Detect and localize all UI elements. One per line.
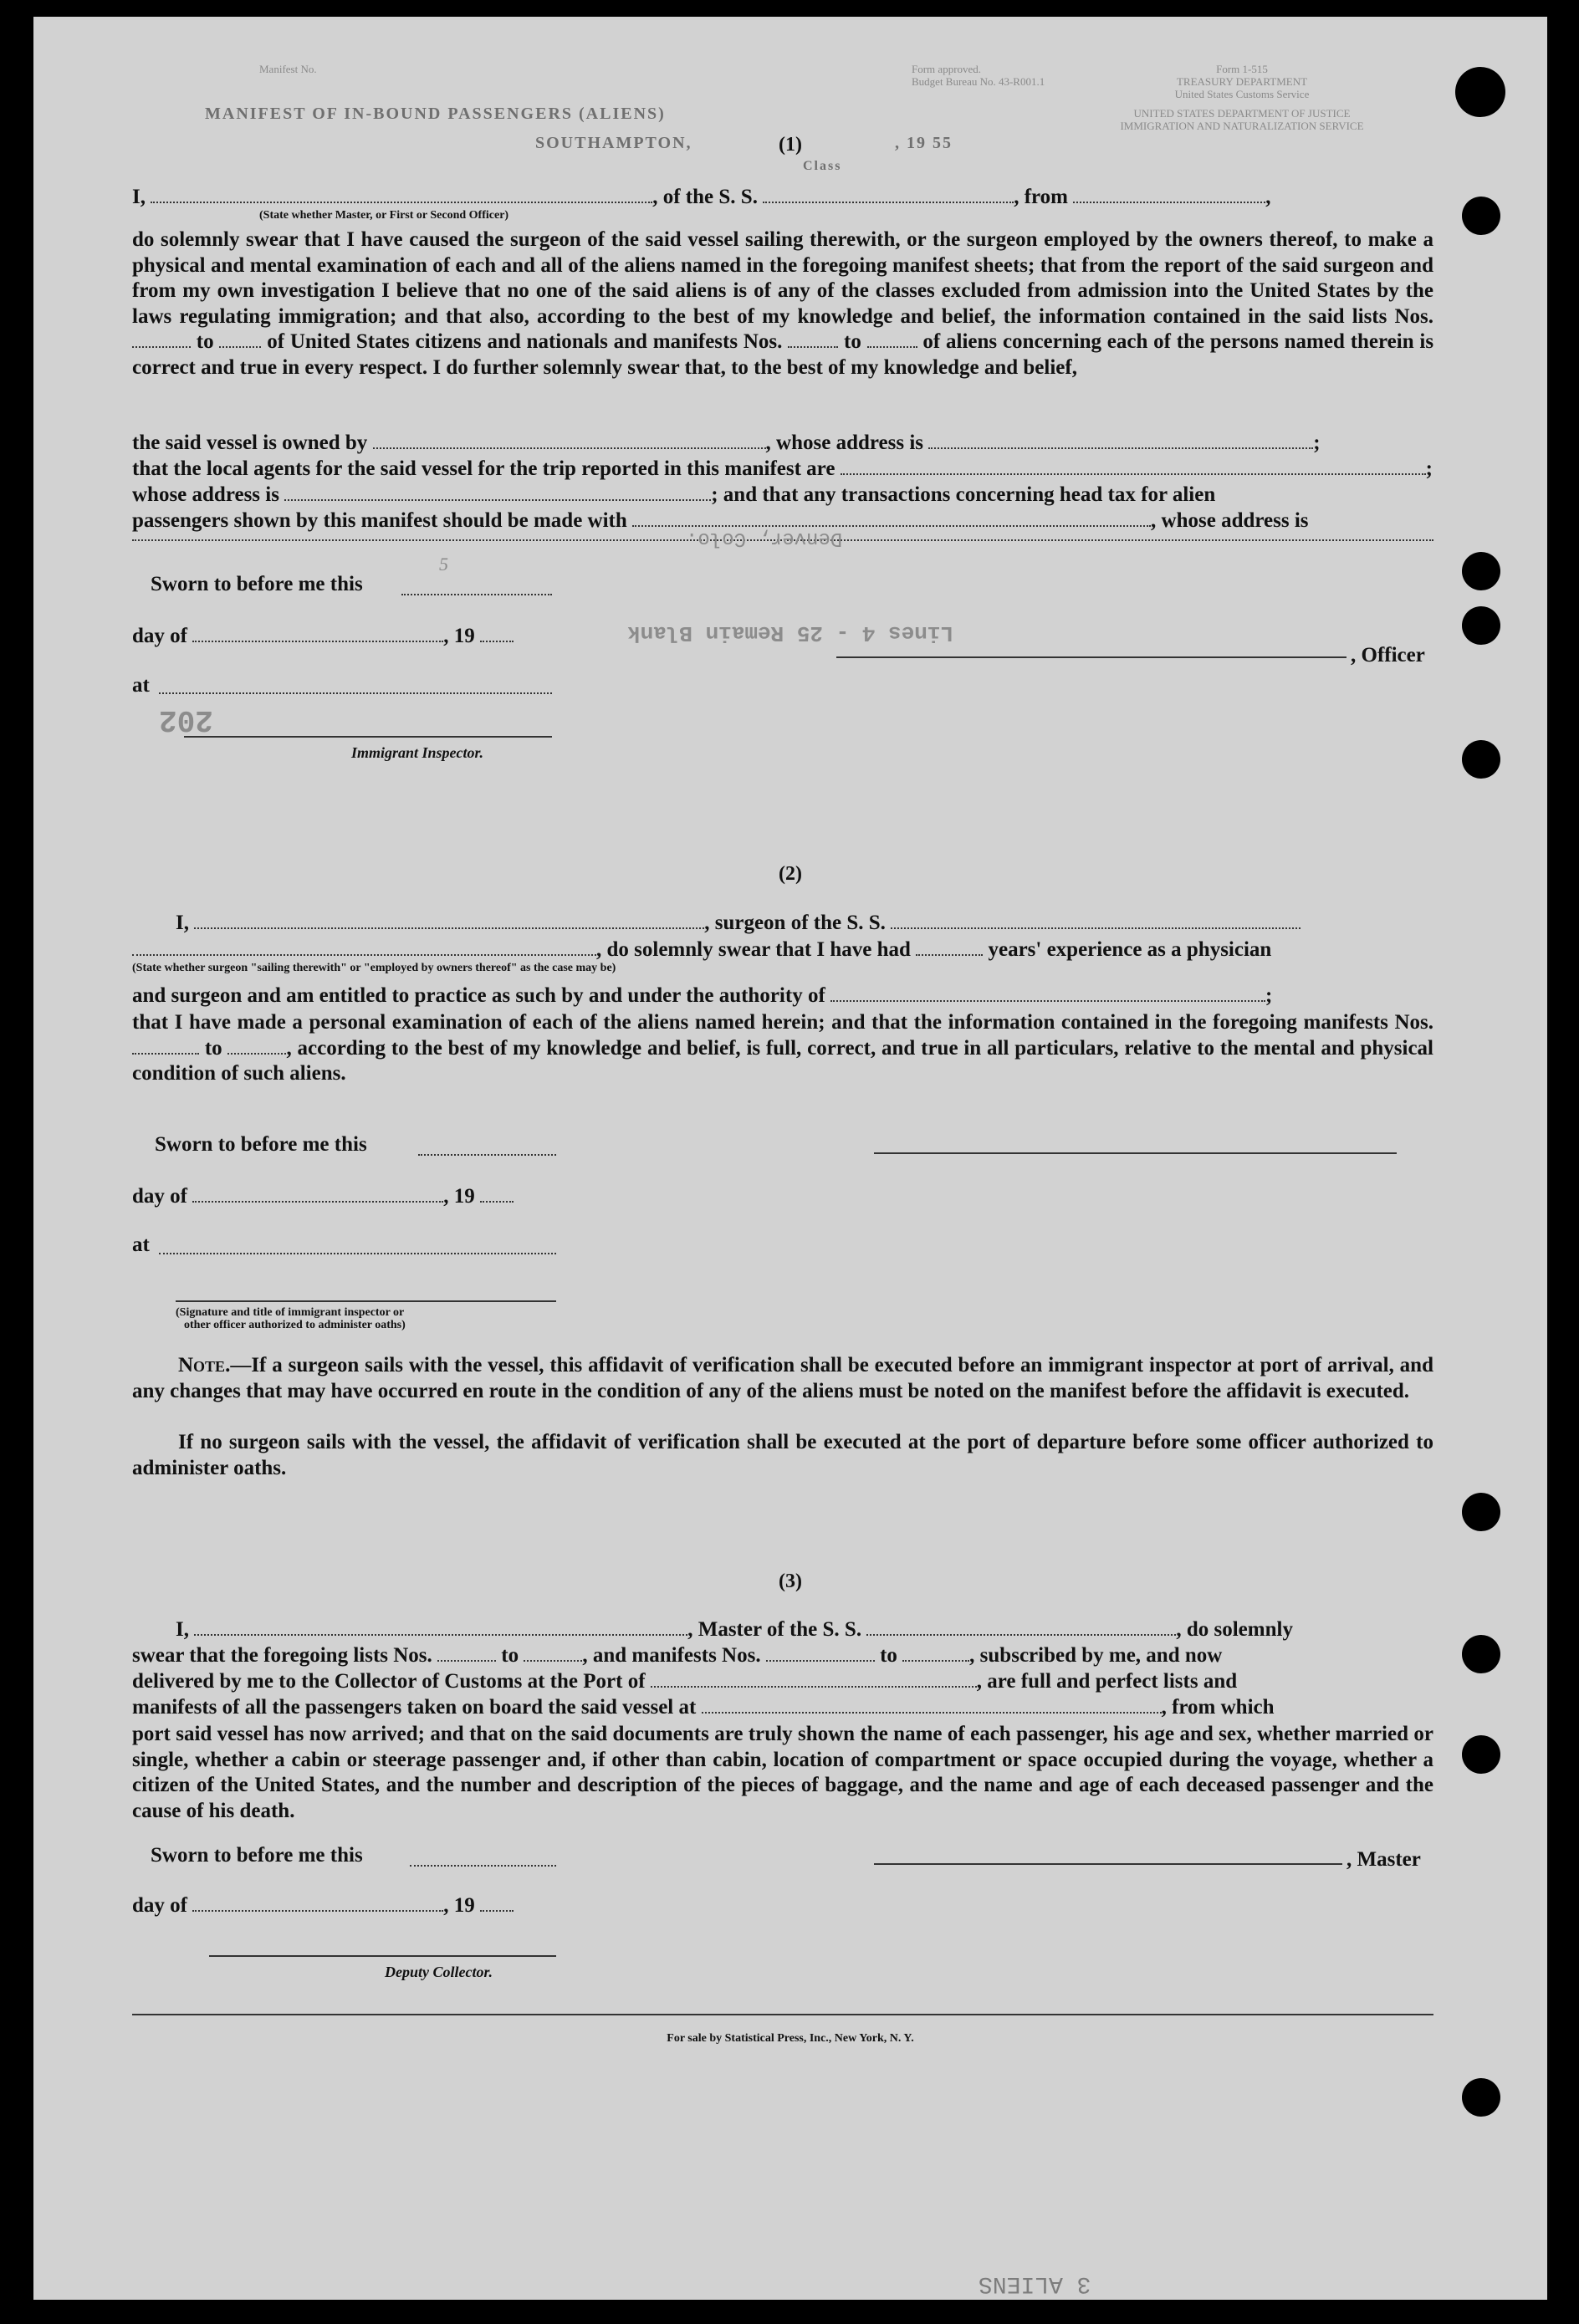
s3-taken-at-field[interactable] [702, 1697, 1162, 1714]
s3-sworn: Sworn to before me this [151, 1844, 363, 1867]
s3-manifests-line [132, 1696, 1275, 1719]
s1-owned-line: the said vessel is owned by , whose address is ; [132, 432, 1321, 454]
s1-faint-stamp: Denver, Colo. [686, 527, 843, 549]
s2-day-of: day of [132, 1185, 187, 1208]
s3-collector-signature-field[interactable] [209, 1955, 556, 1957]
s1-whose-address-2: whose address is [132, 483, 279, 506]
s1-officer-label: , Officer [1351, 644, 1425, 667]
s1-from: , from [1014, 186, 1068, 208]
s3-i: I, [176, 1618, 189, 1641]
s3-and-manifests: , and manifests Nos. [582, 1644, 761, 1667]
s1-manifests-from-field[interactable] [788, 331, 838, 348]
s1-handwritten-day: 5 [439, 554, 448, 575]
s1-at: at [132, 674, 150, 697]
s1-owner-field[interactable] [373, 432, 766, 449]
s1-agents-line: that the local agents for the said vessel for the trip reported in this manifest are ; [132, 457, 1433, 480]
s3-sworn-line [151, 1844, 363, 1867]
s3-vessel-field[interactable] [866, 1619, 1176, 1636]
s2-swear-line [132, 938, 1271, 962]
s3-lists-to-field[interactable] [524, 1645, 582, 1662]
s2-status-field[interactable] [132, 939, 596, 956]
s1-body2b: of aliens concerning each of the persons named [922, 330, 1345, 353]
s1-lists-from-field[interactable] [132, 331, 191, 348]
s2-years-field[interactable] [916, 939, 983, 956]
s1-day-field[interactable] [192, 626, 443, 642]
s1-day-line [132, 625, 514, 648]
s1-i: I, [132, 186, 146, 208]
section-1-number: (1) [779, 134, 802, 156]
s2-year-field[interactable] [480, 1186, 514, 1203]
department-block [1104, 63, 1380, 132]
s1-body2a: of United States citizens and nationals and manifests Nos. [267, 330, 783, 353]
s2-practice: and surgeon and am entitled to practice as such by and under the authority of [132, 984, 825, 1007]
s1-at-line [132, 674, 150, 697]
punch-hole [1462, 1635, 1500, 1673]
s2-sworn: Sworn to before me this [155, 1133, 367, 1156]
s1-nineteen: , 19 [443, 625, 475, 647]
s1-sworn: Sworn to before me this [151, 573, 363, 595]
dept-line-1: Form 1-515 [1216, 63, 1268, 75]
s3-deputy-label: Deputy Collector. [385, 1964, 493, 1980]
s1-lines-stamp: Lines 4 - 25 Remain Blank [627, 621, 954, 646]
manifest-title: MANIFEST OF IN-BOUND PASSENGERS (ALIENS) [205, 105, 666, 123]
s2-sig-note-2: other officer authorized to administer oaths) [184, 1319, 406, 1331]
s2-at: at [132, 1234, 150, 1256]
s1-to-2: to [844, 330, 861, 353]
s2-nineteen: , 19 [443, 1185, 475, 1208]
s2-at-field[interactable] [159, 1253, 556, 1254]
s2-manifests-from-field[interactable] [132, 1038, 199, 1055]
dept-line-5: IMMIGRATION AND NATURALIZATION SERVICE [1120, 120, 1364, 132]
s2-sig-note [176, 1306, 406, 1331]
s2-surgeon-of: , surgeon of the S. S. [704, 912, 886, 934]
s2-sworn-line [155, 1133, 367, 1157]
s2-surgeon-name-field[interactable] [194, 912, 704, 929]
s3-port-field[interactable] [651, 1671, 977, 1688]
s3-manifests-from-field[interactable] [766, 1645, 875, 1662]
s2-according: , according to the best of my knowledge and belief, is full, correct, and true in [286, 1036, 982, 1060]
s2-at-line [132, 1234, 150, 1257]
s3-master-name-field[interactable] [194, 1619, 687, 1636]
s1-body [132, 227, 1433, 381]
s1-lists-to-field[interactable] [219, 331, 261, 348]
s3-delivered: delivered by me to the Collector of Customs at the Port of [132, 1670, 646, 1693]
s3-delivered-line [132, 1670, 1237, 1693]
bottom-stamp: 3 ALIENS [979, 2270, 1091, 2296]
s3-body: port said vessel has now arrived; and that on the said documents are truly shown the name of each passenger, his age and sex, whether married or single, whether a cabin or steerage passenger and, if other than cabin, location of compartment or space occupied during the voyage, whether a citizen of the United States, and the number and description of the pieces of baggage, and the name and age of each deceased passenger and the cause of his death. [132, 1723, 1433, 1822]
s1-whose-address: , whose address is [765, 432, 924, 454]
s3-manifests-to-field[interactable] [902, 1645, 969, 1662]
s2-to: to [204, 1036, 222, 1060]
s2-foregoing: foregoing manifests Nos. [1213, 1011, 1433, 1034]
s3-do-solemnly: , do solemnly [1176, 1618, 1293, 1641]
s2-vessel-field[interactable] [891, 912, 1301, 929]
s1-local-agents: that the local agents for the said vessel for the trip reported in this manifest are [132, 457, 835, 480]
manifest-page [33, 17, 1547, 2300]
s1-day-of: day of [132, 625, 187, 647]
s3-manifests-all: manifests of all the passengers taken on board the said vessel at [132, 1696, 697, 1719]
s2-note [132, 1353, 1433, 1404]
manifest-origin: SOUTHAMPTON, [535, 134, 692, 152]
s1-head-tax: ; and that any transactions concerning head tax for alien [711, 483, 1216, 506]
s2-years-exp: years' experience as a physician [988, 938, 1272, 961]
s1-officer-signature-field[interactable] [836, 656, 1346, 658]
s3-intro-line [176, 1618, 1293, 1642]
s3-to: to [501, 1644, 519, 1667]
s3-master-signature-field[interactable] [874, 1863, 1342, 1865]
s1-intro-line: I, , of the S. S. , from , [132, 186, 1271, 208]
s1-state-note: (State whether Master, or First or Second Officer) [259, 209, 509, 222]
s1-inspector-label: Immigrant Inspector. [351, 744, 484, 761]
s1-head-tax-field[interactable] [632, 510, 1151, 527]
s2-body [132, 1010, 1433, 1087]
s1-owner-address-field[interactable] [928, 432, 1313, 449]
section-2-number: (2) [779, 863, 802, 885]
s2-swear-had: , do solemnly swear that I have had [596, 938, 911, 961]
s1-passengers-shown: passengers shown by this manifest should be made with [132, 509, 627, 532]
s2-authority-field[interactable] [830, 985, 1265, 1002]
s2-particulars: all particulars, relative to the mental and physical condition of such aliens. [132, 1036, 1433, 1085]
s3-year-field[interactable] [480, 1895, 514, 1912]
s3-subscribed: , subscribed by me, and now [969, 1644, 1223, 1667]
s3-nineteen: , 19 [443, 1894, 475, 1917]
s2-i: I, [176, 912, 189, 934]
punch-hole [1455, 67, 1505, 117]
s1-whose-address-is: , whose address is [1151, 509, 1309, 532]
dept-line-3: United States Customs Service [1174, 88, 1310, 100]
s1-agents-address-field[interactable] [284, 484, 711, 501]
s2-intro-line [176, 912, 1301, 935]
punch-hole [1462, 606, 1500, 645]
s1-body3: therein is correct and true in every respect. I do further solemnly swear that, to the best of my knowledge and belief, [132, 330, 1434, 379]
dept-line-2: TREASURY DEPARTMENT [1176, 75, 1308, 88]
s3-swear-lists: swear that the foregoing lists Nos. [132, 1644, 432, 1667]
budget-block [912, 63, 1079, 88]
s2-day-field[interactable] [192, 1186, 443, 1203]
s2-note-body: —If a surgeon sails with the vessel, this affidavit of verification shall be executed before an immigrant inspector at port of arrival, and any changes that may have occurred en route in the condition of any of the aliens must be noted on the manifest before the affidavit is executed. [132, 1354, 1433, 1402]
s3-lists-line [132, 1644, 1222, 1668]
s3-from-which: , from which [1161, 1696, 1275, 1719]
manifest-year: , 19 55 [895, 134, 953, 152]
s3-day-of: day of [132, 1894, 187, 1917]
s1-body-text: do solemnly swear that I have caused the surgeon of the said vessel sailing therewith, or the surgeon employed by the owners thereof, to make a physical and mental examination of each and all of the aliens named in the foregoing manifest sheets; that from the report of the said surgeon and from my own investigation I believe that no one of the said aliens is of any of the classes excluded from admission into the United States by the laws regulating immigration; and that also, according to the best of my knowledge and belief, the information contained in the said lists Nos. [132, 228, 1433, 328]
s3-full-perfect: , are full and perfect lists and [976, 1670, 1238, 1693]
s1-at-field[interactable] [159, 692, 552, 694]
manifest-number: Manifest No. [259, 63, 317, 75]
manifest-class: Class [803, 159, 842, 173]
punch-hole [1462, 1493, 1500, 1531]
s2-officer-signature-field[interactable] [176, 1300, 556, 1302]
s2-manifests-to-field[interactable] [227, 1038, 286, 1055]
s1-owned-by: the said vessel is owned by [132, 432, 368, 454]
s3-master-of: , Master of the S. S. [687, 1618, 862, 1641]
s2-surgeon-signature-field[interactable] [874, 1152, 1397, 1154]
s2-state-note: (State whether surgeon "sailing therewith" or "employed by owners thereof" as the case may be) [132, 962, 616, 974]
footer-sale: For sale by Statistical Press, Inc., New York, N. Y. [667, 2032, 914, 2045]
s3-day-field[interactable] [192, 1895, 443, 1912]
s2-sworn-field[interactable] [418, 1154, 556, 1156]
budget-line-1: Form approved. [912, 63, 982, 75]
footer-rule [132, 2014, 1433, 2015]
s1-sworn-line [151, 573, 363, 596]
budget-line-2: Budget Bureau No. 43-R001.1 [912, 75, 1045, 88]
s1-from-field[interactable] [1073, 186, 1265, 203]
s1-inspector-signature-field[interactable] [184, 736, 552, 738]
s1-number-stamp: 202 [159, 702, 213, 737]
s1-vessel-field[interactable] [763, 186, 1014, 203]
s2-note-head: Note. [178, 1354, 231, 1377]
s3-to-2: to [880, 1644, 897, 1667]
punch-hole [1462, 552, 1500, 590]
s1-to: to [196, 330, 214, 353]
s1-year-field[interactable] [480, 626, 514, 642]
s3-master-label: , Master [1346, 1848, 1421, 1871]
s2-sig-note-1: (Signature and title of immigrant inspector or [176, 1306, 405, 1319]
s1-sworn-field[interactable] [401, 594, 552, 595]
s2-note2: If no surgeon sails with the vessel, the affidavit of verification shall be executed at the port of departure before some officer authorized to administer oaths. [132, 1431, 1433, 1479]
s2-body-text: that I have made a personal examination of each of the aliens named herein; and that the information contained in the [132, 1011, 1207, 1034]
s1-manifests-to-field[interactable] [867, 331, 917, 348]
punch-hole [1462, 1735, 1500, 1774]
s3-sworn-field[interactable] [410, 1865, 556, 1867]
s3-day-line [132, 1894, 514, 1918]
s2-day-line [132, 1185, 514, 1208]
s1-agents-field[interactable] [841, 458, 1426, 475]
s2-practice-line: and surgeon and am entitled to practice as such by and under the authority of ; [132, 984, 1273, 1007]
s1-of-ss: , of the S. S. [652, 186, 758, 208]
dept-line-4: UNITED STATES DEPARTMENT OF JUSTICE [1133, 107, 1351, 120]
s1-agents-address-line [132, 483, 1215, 507]
punch-hole [1462, 2078, 1500, 2117]
s3-lists-from-field[interactable] [437, 1645, 496, 1662]
punch-hole [1462, 197, 1500, 235]
section-3-number: (3) [779, 1571, 802, 1592]
s1-officer-name-field[interactable] [151, 186, 652, 203]
punch-hole [1462, 740, 1500, 779]
